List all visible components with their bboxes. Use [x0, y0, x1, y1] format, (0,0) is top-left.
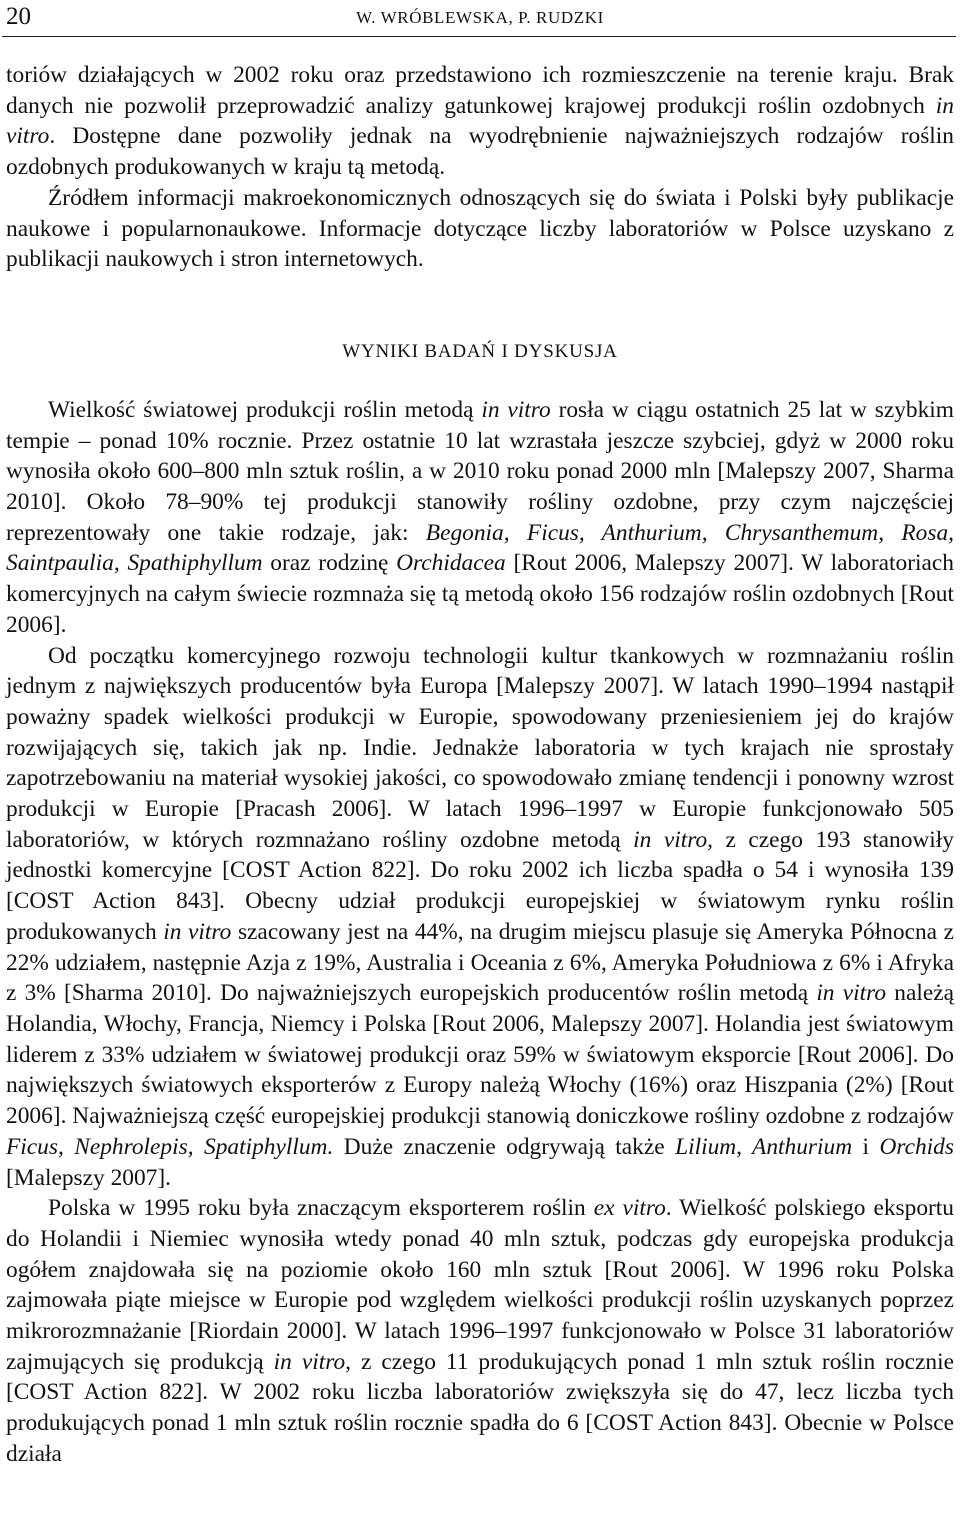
italic-genera: Ficus, Nephrolepis, Spatiphyllum.	[6, 1133, 334, 1160]
italic-term: in vitro	[481, 396, 551, 423]
italic-family: Orchidacea	[396, 550, 506, 577]
italic-term: in vitro,	[633, 826, 713, 853]
italic-term: in vitro	[816, 980, 887, 1007]
italic-genera: Lilium, Anthurium	[675, 1133, 853, 1160]
italic-genera: Begonia, Ficus, Anthurium, Chrysanthemum, Rosa, Saintpaulia, Spathiphyllum	[6, 519, 954, 577]
body-text	[6, 60, 954, 1470]
paragraph-results-2: Od początku komercyjnego rozwoju technologii kultur tkankowych w rozmnażaniu roślin jednym z największych producentów była Europa [Malepszy 2007]. W latach 1990–1994 nastąpił poważny spadek wielkości produkcji w Europie, spowodowany przeniesieniem jej do krajów rozwijających się, takich jak np. Indie. Jednakże laboratoria w tych krajach nie sprostały zapotrzebowaniu na materiał wysokiej jakości, co spowodowało zmianę tendencji i ponowny wzrost produkcji w Europie [Pracash 2006]. W latach 1996–1997 w Europie funkcjonowało 505 laboratoriów, w których rozmnażano rośliny ozdobne metodą in vitro, z czego 193 stanowiły jednostki komercyjne [COST Action 822]. Do roku 2002 ich liczba spadła o 54 i wynosiła 139 [COST Action 843]. Obecny udział produkcji europejskiej w światowym rynku roślin produkowanych in vitro szacowany jest na 44%, na drugim miejscu plasuje się Ameryka Północna z 22% udziałem, następnie Azja z 19%, Australia i Oceania z 6%, Ameryka Południowa z 6% i Afryka z 3% [Sharma 2010]. Do najważniejszych europejskich producentów roślin metodą in vitro należą Holandia, Włochy, Francja, Niemcy i Polska [Rout 2006, Malepszy 2007]. Holandia jest światowym liderem z 33% udziałem w światowej produkcji oraz 59% w światowym eksporcie [Rout 2006]. Do największych światowych eksporterów z Europy należą Włochy (16%) oraz Hiszpania (2%) [Rout 2006]. Najważniejszą część europejskiej produkcji stanowią doniczkowe rośliny ozdobne z rodzajów Ficus, Nephrolepis, Spatiphyllum. Duże znaczenie odgrywają także Lilium, Anthurium i Orchids [Malepszy 2007].	[6, 642, 955, 1191]
paragraph-results-3: Polska w 1995 roku była znaczącym eksporterem roślin ex vitro. Wielkość polskiego eksportu do Holandii i Niemiec wynosiła wtedy ponad 40 mln sztuk, podczas gdy europejska produkcja ogółem znajdowała się na poziomie około 160 mln sztuk [Rout 2006]. W 1996 roku Polska zajmowała piąte miejsce w Europie pod względem wielkości produkcji roślin uzyskanych poprzez mikrorozmnażanie [Riordain 2000]. W latach 1996–1997 funkcjonowało w Polsce 31 laboratoriów zajmujących się produkcją in vitro, z czego 11 produkujących ponad 1 mln sztuk roślin rocznie [COST Action 822]. W 2002 roku liczba laboratoriów zwiększyła się do 47, lecz liczba tych produkujących ponad 1 mln sztuk roślin rocznie spadła do 6 [COST Action 843]. Obecnie w Polsce działa	[6, 1195, 955, 1467]
italic-genera: Orchids	[879, 1133, 954, 1160]
running-header	[6, 2, 954, 36]
paragraph-intro-1: toriów działających w 2002 roku oraz przedstawiono ich rozmieszczenie na terenie kraju. Brak danych nie pozwolił przeprowadzić analizy gatunkowej krajowej produkcji roślin ozdobnych in vitro. Dostępne dane pozwoliły jednak na wyodrębnienie najważniejszych rodzajów roślin ozdobnych produkowanych w kraju tą metodą.	[6, 62, 954, 181]
italic-term: in vitro	[6, 92, 954, 150]
paragraph-intro-2: Źródłem informacji makroekonomicznych odnoszących się do świata i Polski były publikacje naukowe i popularnonaukowe. Informacje dotyczące liczby laboratoriów w Polsce uzyskano z publikacji naukowych i stron internetowych.	[6, 184, 954, 273]
section-heading: WYNIKI BADAŃ I DYSKUSJA	[342, 340, 618, 362]
italic-term: in vitro,	[273, 1348, 351, 1375]
page-number: 20	[6, 3, 31, 30]
header-rule	[2, 36, 956, 37]
italic-term: ex vitro	[593, 1195, 666, 1222]
italic-term: in vitro	[163, 918, 232, 945]
running-head-authors: W. WRÓBLEWSKA, P. RUDZKI	[356, 8, 604, 27]
paragraph-results-1: Wielkość światowej produkcji roślin metodą in vitro rosła w ciągu ostatnich 25 lat w szybkim tempie – ponad 10% rocznie. Przez ostatnie 10 lat wzrastała jeszcze szybciej, gdyż w 2000 roku wynosiła około 600–800 mln sztuk roślin, a w 2010 roku ponad 2000 mln [Malepszy 2007, Sharma 2010]. Około 78–90% tej produkcji stanowiły rośliny ozdobne, przy czym najczęściej reprezentowały one takie rodzaje, jak: Begonia, Ficus, Anthurium, Chrysanthemum, Rosa, Saintpaulia, Spathiphyllum oraz rodzinę Orchidacea [Rout 2006, Malepszy 2007]. W laboratoriach komercyjnych na całym świecie rozmnaża się tą metodą około 156 rodzajów roślin ozdobnych [Rout 2006].	[6, 396, 954, 638]
